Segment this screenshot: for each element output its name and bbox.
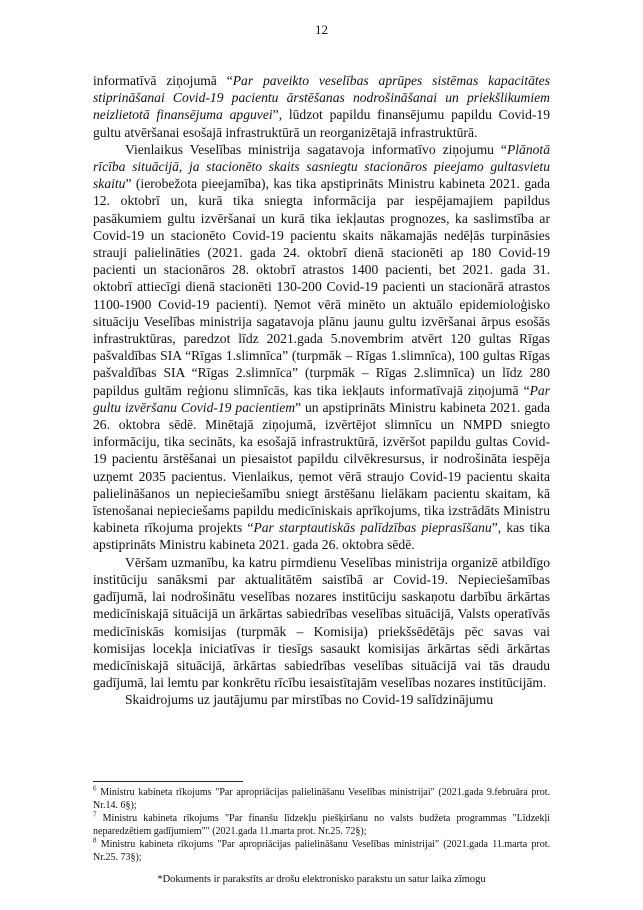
paragraph-text: informatīvā ziņojumā “: [93, 73, 233, 88]
paragraph: [93, 554, 550, 692]
footnote: [93, 784, 550, 812]
paragraph-text: Vienlaikus Veselības ministrija sagatavoja informatīvo ziņojumu “: [125, 141, 507, 157]
paragraph-text: Vēršam uzmanību, ka katru pirmdienu Veselības ministrija organizē atbildīgo institūciju sanāksmi par aktualitātēm saistībā ar Covid-19. Nepieciešamības gadījumā, lai nodrošinātu veselības nozares institūciju saskaņotu darbību ārkārtas medicīniskajā situācijā un ārkārtas sabiedrības veselības situācijā, Valsts operatīvās medicīniskās komisijas (turpmāk – Komisija) priekšsēdētājs pēc savas vai komisijas locekļa iniciatīvas ir tiesīgs sasaukt komisijas ārkārtas sēdi ārkārtas medicīniskajā situācijā, ārkārtas sabiedrības veselības situācijā vai tās draudu gadījumā, lai lemtu par konkrētu rīcību iesaistītajām veselības nozares institūcijām.: [93, 554, 550, 691]
footnote-text: Ministru kabineta rīkojums "Par finanšu līdzekļu piešķiršanu no valsts budžeta programmas "Līdzekļi neparedzētiem gadījumiem"" (2021.gada 11.marta prot. Nr.25. 72§);: [93, 813, 551, 837]
footnote-separator: [93, 781, 243, 782]
footnotes: [93, 784, 551, 865]
page-number: 12: [315, 22, 328, 37]
italic-title-text: Par starptautiskās palīdzības pieprasīšanu: [253, 520, 492, 536]
paragraph-text: Skaidrojums uz jautājumu par mirstības no Covid-19 salīdzinājumu: [125, 692, 494, 708]
italic-title-text: Plānotā rīcība situācijā, ja stacionēto skaits sasniegtu stacionāros pieejamo gultasvietu skaitu: [93, 141, 550, 192]
paragraph-text: ”, kas tika apstiprināts Ministru kabineta 2021. gada 26. oktobra sēdē.: [93, 520, 550, 553]
footnote-number: 8: [93, 836, 97, 845]
italic-title-text: Par gultu izvēršanu Covid-19 pacientiem: [93, 382, 550, 415]
paragraph-text: ” (ierobežota pieejamība), kas tika apstiprināts Ministru kabineta 2021. gada 12. oktobrī un, kurā tika sniegta informācija par iespējamajiem papildus pasākumiem gultu izvēršanai un kurā tika iekļautas prognozes, ka saslimstība ar Covid-19 un stacionēto Covid-19 pacientu skaits nākamajās nedēļās turpināsies strauji palielināties (2021. gada 24. oktobrī dienā stacionēti ap 180 Covid-19 pacienti un stacionāros 28. oktobrī atrastos 1400 pacienti, bet 2021. gada 31. oktobrī attiecīgi dienā stacionēti 130-200 Covid-19 pacienti un stacionārā atrastos 1100-1900 Covid-19 pacienti). Ņemot vērā minēto un aktuālo epidemioloģisko situāciju Veselības ministrija sagatavoja plānu jaunu gultu izvēršanai ārpus esošās infrastruktūras, paredzot līdz 2021.gada 5.novembrim atvērt 120 gultas Rīgas pašvaldības SIA “Rīgas 1.slimnīca” (turpmāk – Rīgas 1.slimnīca), 100 gultas Rīgas pašvaldības SIA “Rīgas 2.slimnīca” (turpmāk – Rīgas 2.slimnīca) un līdz 280 papildus gultām reģionu slimnīcās, kas tika iekļauts informatīvajā ziņojumā “: [93, 176, 550, 398]
footnote-number: 7: [93, 810, 97, 819]
paragraph-text: ”, lūdzot papildu finansējumu papildu Covid-19 gultu atvēršanai esošajā infrastruktūrā un reorganizētajā infrastruktūrā.: [93, 107, 550, 140]
footnote: [93, 810, 551, 838]
document-body: [93, 72, 550, 709]
paragraph: [93, 72, 550, 141]
paragraph: [93, 141, 550, 554]
footnote-text: Ministru kabineta rīkojums "Par apropriācijas palielināšanu Veselības ministrijai" (2021.gada 9.februāra prot. Nr.14. 6§);: [93, 787, 550, 811]
footnote: [93, 836, 550, 864]
italic-title-text: Par paveikto veselības aprūpes sistēmas kapacitātes stiprināšanai Covid-19 pacientu ārstēšanas nodrošināšanai un priekšlikumiem neizlietotā finansējuma apguvei: [93, 73, 550, 123]
signature-note: *Dokuments ir parakstīts ar drošu elektronisko parakstu un satur laika zīmogu: [157, 874, 486, 885]
paragraph-text: ” un apstiprināts Ministru kabineta 2021. gada 26. oktobra sēdē. Minētajā ziņojumā, izvērtējot slimnīcu un NMPD sniegto informāciju, tika secināts, ka esošajā infrastruktūrā, izvēršot papildu gultas Covid-19 pacientu ārstēšanai un piesaistot papildu cilvēkresursus, ir nodrošināta iespēja uzņemt 2035 pacientus. Vienlaikus, ņemot vērā straujo Covid-19 pacientu skaita palielināšanos un nepieciešamību sniegt ārstēšanu lielākam pacientu skaitam, kā īstenošanai nepieciešams papildu medicīniskais aprīkojums, tika izstrādāts Ministru kabineta rīkojuma projekts “: [93, 399, 550, 536]
paragraph: [93, 691, 550, 708]
footnote-text: Ministru kabineta rīkojums "Par apropriācijas palielināšanu Veselības ministrijai" (2021.gada 11.marta prot. Nr.25. 73§);: [93, 839, 550, 863]
footnote-number: 6: [93, 784, 97, 793]
